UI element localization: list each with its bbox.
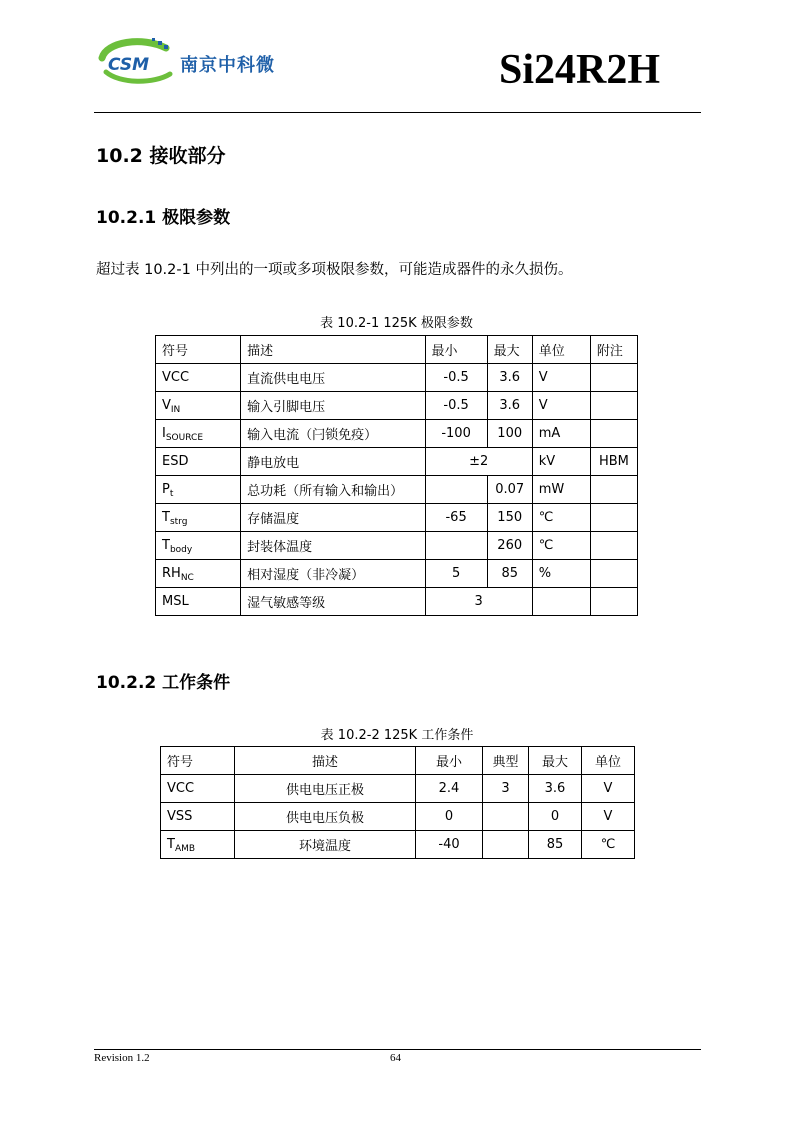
symbol-subscript: IN: [170, 405, 181, 415]
unit-cell: ℃: [532, 504, 590, 532]
min-cell: [425, 532, 487, 560]
table-row: [156, 392, 638, 420]
symbol-cell: [156, 560, 241, 588]
typ-cell: [483, 831, 529, 859]
max-cell: 3.6: [529, 775, 582, 803]
min-cell: -65: [425, 504, 487, 532]
max-cell: 0.07: [487, 476, 532, 504]
min-cell: -100: [425, 420, 487, 448]
section-title-10-2: 10.2 接收部分: [96, 145, 226, 167]
symbol-cell: [156, 364, 241, 392]
note-cell: [590, 476, 637, 504]
value-cell: ±2: [425, 448, 532, 476]
table2-caption: 表 10.2-2 125K 工作条件: [320, 728, 474, 743]
max-cell: 260: [487, 532, 532, 560]
footer-divider: [94, 1049, 701, 1050]
unit-cell: [532, 588, 590, 616]
description-cell: 输入引脚电压: [241, 392, 425, 420]
note-cell: [590, 532, 637, 560]
symbol-subscript: NC: [180, 573, 194, 583]
description-cell: 直流供电电压: [241, 364, 425, 392]
min-cell: 2.4: [416, 775, 483, 803]
min-cell: [425, 476, 487, 504]
symbol-text: T: [167, 837, 175, 852]
min-cell: -0.5: [425, 392, 487, 420]
column-header: 描述: [241, 336, 425, 364]
max-cell: 100: [487, 420, 532, 448]
unit-cell: V: [532, 364, 590, 392]
section-title-10-2-1: 10.2.1 极限参数: [96, 208, 231, 228]
company-name: 南京中科微: [180, 55, 275, 76]
table-row: [156, 448, 638, 476]
description-cell: 输入电流（闩锁免疫）: [241, 420, 425, 448]
symbol-subscript: AMB: [174, 844, 196, 854]
logo-csm-text: CSM: [108, 55, 150, 75]
symbol-subscript: body: [169, 545, 193, 555]
table-row: [156, 532, 638, 560]
symbol-text: T: [162, 538, 170, 553]
typ-cell: 3: [483, 775, 529, 803]
column-header: 典型: [483, 747, 529, 775]
max-cell: 3.6: [487, 364, 532, 392]
column-header: 最大: [529, 747, 582, 775]
typ-cell: [483, 803, 529, 831]
symbol-text: T: [162, 510, 170, 525]
min-cell: 5: [425, 560, 487, 588]
unit-cell: V: [582, 803, 635, 831]
unit-cell: V: [532, 392, 590, 420]
note-cell: [590, 588, 637, 616]
absolute-max-ratings-table: [155, 335, 638, 616]
symbol-cell: [156, 504, 241, 532]
table-row: [161, 831, 635, 859]
symbol-text: P: [162, 482, 170, 497]
min-cell: -0.5: [425, 364, 487, 392]
description-cell: 存储温度: [241, 504, 425, 532]
symbol-cell: [161, 775, 235, 803]
description-cell: 湿气敏感等级: [241, 588, 425, 616]
max-cell: 150: [487, 504, 532, 532]
table-header-row: [156, 336, 638, 364]
symbol-cell: [156, 392, 241, 420]
column-header: 单位: [582, 747, 635, 775]
symbol-text: V: [162, 398, 171, 413]
table-header-row: [161, 747, 635, 775]
symbol-subscript: strg: [169, 517, 188, 527]
table-row: [156, 476, 638, 504]
description-cell: 总功耗（所有输入和输出）: [241, 476, 425, 504]
page-number: 64: [390, 1052, 401, 1064]
symbol-cell: [156, 532, 241, 560]
unit-cell: ℃: [582, 831, 635, 859]
description-cell: 供电电压正极: [235, 775, 416, 803]
symbol-text: ESD: [162, 454, 189, 469]
column-header: 最小: [416, 747, 483, 775]
description-cell: 相对湿度（非冷凝）: [241, 560, 425, 588]
column-header: 附注: [590, 336, 637, 364]
description-cell: 供电电压负极: [235, 803, 416, 831]
min-cell: 0: [416, 803, 483, 831]
column-header: 符号: [156, 336, 241, 364]
max-cell: 85: [529, 831, 582, 859]
section-title-10-2-2: 10.2.2 工作条件: [96, 673, 231, 693]
table-row: [161, 775, 635, 803]
table-row: [156, 504, 638, 532]
symbol-text: I: [162, 426, 166, 441]
table1-caption: 表 10.2-1 125K 极限参数: [320, 316, 473, 331]
unit-cell: ℃: [532, 532, 590, 560]
unit-cell: mA: [532, 420, 590, 448]
symbol-cell: [156, 420, 241, 448]
symbol-cell: [156, 448, 241, 476]
unit-cell: V: [582, 775, 635, 803]
csm-logo-icon: [96, 36, 180, 86]
description-cell: 环境温度: [235, 831, 416, 859]
symbol-subscript: SOURCE: [165, 433, 204, 443]
table-row: [156, 560, 638, 588]
note-cell: [590, 560, 637, 588]
revision-label: Revision 1.2: [94, 1052, 150, 1064]
symbol-cell: [156, 476, 241, 504]
part-number: Si24R2H: [498, 47, 660, 93]
symbol-cell: [156, 588, 241, 616]
column-header: 单位: [532, 336, 590, 364]
symbol-text: RH: [162, 566, 181, 581]
unit-cell: %: [532, 560, 590, 588]
symbol-text: VCC: [162, 370, 190, 385]
intro-paragraph: 超过表 10.2-1 中列出的一项或多项极限参数，可能造成器件的永久损伤。: [96, 262, 573, 278]
max-cell: 0: [529, 803, 582, 831]
note-cell: [590, 364, 637, 392]
symbol-subscript: t: [169, 489, 174, 499]
max-cell: 85: [487, 560, 532, 588]
note-cell: [590, 392, 637, 420]
symbol-text: VCC: [167, 781, 195, 796]
unit-cell: kV: [532, 448, 590, 476]
min-cell: -40: [416, 831, 483, 859]
symbol-cell: [161, 831, 235, 859]
company-logo: [96, 36, 296, 86]
symbol-text: VSS: [167, 809, 193, 824]
symbol-cell: [161, 803, 235, 831]
column-header: 最大: [487, 336, 532, 364]
column-header: 描述: [235, 747, 416, 775]
max-cell: 3.6: [487, 392, 532, 420]
table-row: [161, 803, 635, 831]
table-row: [156, 588, 638, 616]
description-cell: 静电放电: [241, 448, 425, 476]
unit-cell: mW: [532, 476, 590, 504]
header-divider: [94, 112, 701, 113]
column-header: 最小: [425, 336, 487, 364]
value-cell: 3: [425, 588, 532, 616]
table-row: [156, 364, 638, 392]
note-cell: HBM: [590, 448, 637, 476]
note-cell: [590, 504, 637, 532]
note-cell: [590, 420, 637, 448]
operating-conditions-table: [160, 746, 635, 859]
table-row: [156, 420, 638, 448]
column-header: 符号: [161, 747, 235, 775]
description-cell: 封装体温度: [241, 532, 425, 560]
symbol-text: MSL: [162, 594, 189, 609]
